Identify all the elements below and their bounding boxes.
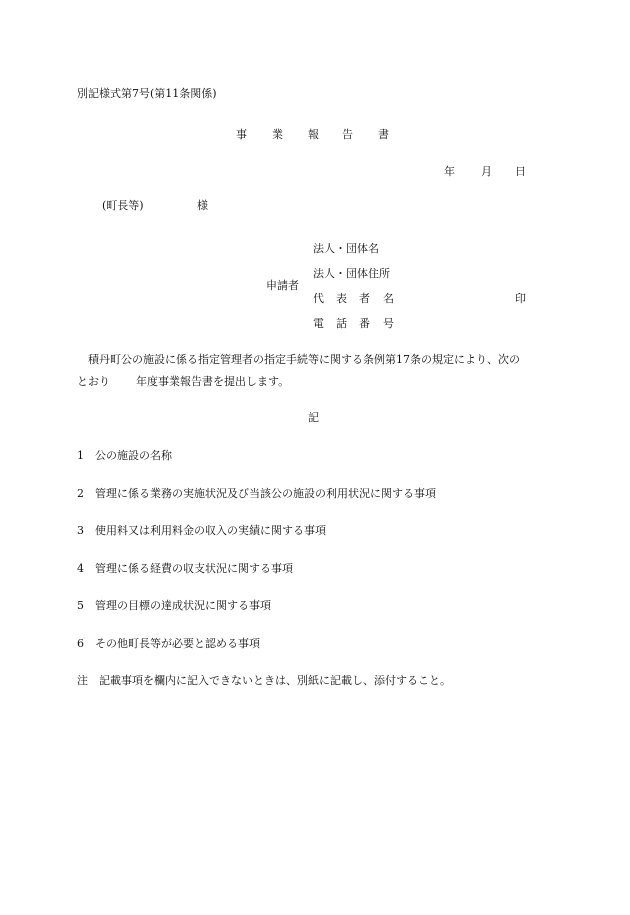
item-text: 管理に係る経費の収支状況に関する事項 — [95, 562, 293, 575]
body-line-2-start: とおり — [77, 375, 110, 388]
applicant-label: 申請者 — [266, 279, 299, 292]
body-line-2-end: 年度事業報告書を提出します。 — [136, 375, 290, 388]
date-month: 月 — [481, 165, 492, 178]
phone-char: 番 — [359, 317, 370, 330]
item-text: 公の施設の名称 — [95, 449, 172, 462]
phone-char: 話 — [336, 317, 347, 330]
item-text: 使用料又は利用料金の収入の実績に関する事項 — [95, 524, 326, 537]
addressee-honorific: 様 — [197, 199, 208, 212]
corp-address-label: 法人・団体住所 — [313, 267, 390, 280]
note-label: 注 — [77, 674, 88, 687]
representative-char: 名 — [383, 292, 394, 305]
representative-char: 代 — [313, 292, 324, 305]
item-number: 5 — [77, 599, 84, 612]
representative-char: 表 — [336, 292, 347, 305]
body-line-1: 積丹町公の施設に係る指定管理者の指定手続等に関する条例第17条の規定により、次の — [88, 353, 520, 366]
date-year: 年 — [444, 165, 455, 178]
item-text: 管理に係る業務の実施状況及び当該公の施設の利用状況に関する事項 — [95, 487, 436, 500]
title-char: 報 — [308, 128, 319, 141]
title-char: 告 — [342, 128, 353, 141]
item-text: 管理の目標の達成状況に関する事項 — [95, 599, 271, 612]
item-number: 1 — [77, 449, 84, 462]
note-text: 記載事項を欄内に記入できないときは、別紙に記載し、添付すること。 — [99, 674, 451, 687]
item-number: 2 — [77, 487, 84, 500]
ki-heading: 記 — [308, 411, 319, 424]
item-number: 4 — [77, 562, 84, 575]
item-text: その他町長等が必要と認める事項 — [95, 637, 260, 650]
item-number: 3 — [77, 524, 84, 537]
title-char: 書 — [378, 128, 389, 141]
phone-char: 号 — [383, 317, 394, 330]
date-day: 日 — [515, 165, 526, 178]
title-char: 業 — [272, 128, 283, 141]
form-number: 別記様式第7号(第11条関係) — [77, 87, 217, 100]
phone-char: 電 — [313, 317, 324, 330]
item-number: 6 — [77, 637, 84, 650]
representative-char: 者 — [359, 292, 370, 305]
seal-mark: 印 — [515, 292, 526, 305]
title-char: 事 — [236, 128, 247, 141]
corp-name-label: 法人・団体名 — [313, 242, 379, 255]
addressee-recipient: (町長等) — [102, 199, 144, 212]
